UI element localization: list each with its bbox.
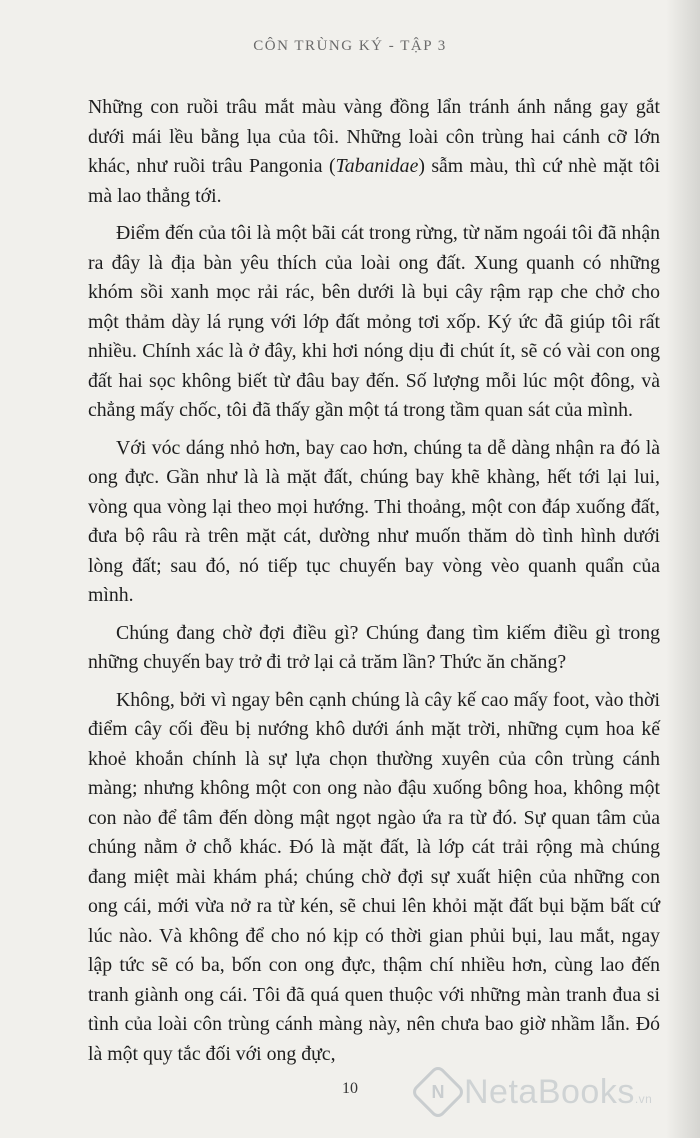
watermark-brand-suffix: .vn xyxy=(634,1091,653,1106)
paragraph-1-italic-term: Tabanidae xyxy=(335,155,419,177)
watermark xyxy=(418,1072,652,1112)
paragraph-4: Chúng đang chờ đợi điều gì? Chúng đang tìm kiếm điều gì trong những chuyến bay trở đi trở lại cả trăm lần? Thức ăn chăng? xyxy=(88,621,660,673)
paragraph-1-text-a: Những con ruồi trâu mắt màu vàng đồng lẩn tránh ánh nắng gay gắt dưới mái lều bằng lụa của tôi. Những loài côn trùng hai cánh cỡ lớn khác, như ruồi trâu Pangonia ( xyxy=(88,96,660,177)
paragraph-1 xyxy=(88,93,660,211)
watermark-logo-letter: N xyxy=(431,1081,445,1102)
page-edge-shadow xyxy=(666,0,700,1138)
netabooks-logo-icon xyxy=(410,1064,467,1121)
paragraph-3: Với vóc dáng nhỏ hơn, bay cao hơn, chúng ta dễ dàng nhận ra đó là ong đực. Gần như là là mặt đất, chúng bay khẽ khàng, hết tới lại lui, vòng qua vòng lại theo mọi hướng. Thi thoảng, một con đáp xuống đất, đưa bộ râu rà trên mặt cát, dường như muốn thăm dò tình hình dưới lòng đất; sau đó, nó tiếp tục chuyến bay vòng vèo quanh quẩn của mình. xyxy=(88,436,660,606)
watermark-brand xyxy=(464,1073,652,1112)
paragraph-1-text-b: ) sẫm màu, thì cứ nhè mặt tôi mà lao thẳng tới. xyxy=(88,155,661,207)
body-text xyxy=(88,93,660,1077)
running-header: CÔN TRÙNG KÝ - TẬP 3 xyxy=(253,38,447,54)
page-number: 10 xyxy=(342,1080,358,1097)
paragraph-5: Không, bởi vì ngay bên cạnh chúng là cây kế cao mấy foot, vào thời điểm cây cối đều bị nướng khô dưới ánh mặt trời, những cụm hoa kế khoẻ khoắn chính là sự lựa chọn thường xuyên của côn trùng cánh màng; nhưng không một con ong nào đậu xuống bông hoa, không một con nào để tâm đến dòng mật ngọt ngào ứa ra từ đó. Sự quan tâm của chúng nằm ở chỗ khác. Đó là mặt đất, là lớp cát trải rộng mà chúng đang miệt mài khám phá; chúng chờ đợi sự xuất hiện của những con ong cái, mới vừa nở ra từ kén, sẽ chui lên khỏi mặt đất bụi bặm bất cứ lúc nào. Và không để cho nó kịp có thời gian phủi bụi, lau mắt, ngay lập tức sẽ có ba, bốn con ong đực, thậm chí nhiều hơn, cùng lao đến tranh giành ong cái. Tôi đã quá quen thuộc với những màn tranh đua si tình của loài côn trùng cánh màng này, nên chưa bao giờ nhầm lẫn. Đó là một quy tắc đối với ong đực, xyxy=(88,688,660,1065)
paragraph-2: Điểm đến của tôi là một bãi cát trong rừng, từ năm ngoái tôi đã nhận ra đây là địa bàn yêu thích của loài ong đất. Xung quanh có những khóm sồi xanh mọc rải rác, bên dưới là bụi cây rậm rạp che chở cho một thảm dày lá rụng với lớp đất mỏng tơi xốp. Ký ức đã giúp tôi rất nhiều. Chính xác là ở đây, khi hơi nóng dịu đi chút ít, sẽ có vài con ong đất hai sọc không biết từ đâu bay đến. Số lượng mỗi lúc một đông, và chẳng mấy chốc, tôi đã thấy gần một tá trong tầm quan sát của mình. xyxy=(88,222,660,421)
watermark-brand-name: NetaBooks xyxy=(464,1072,635,1111)
